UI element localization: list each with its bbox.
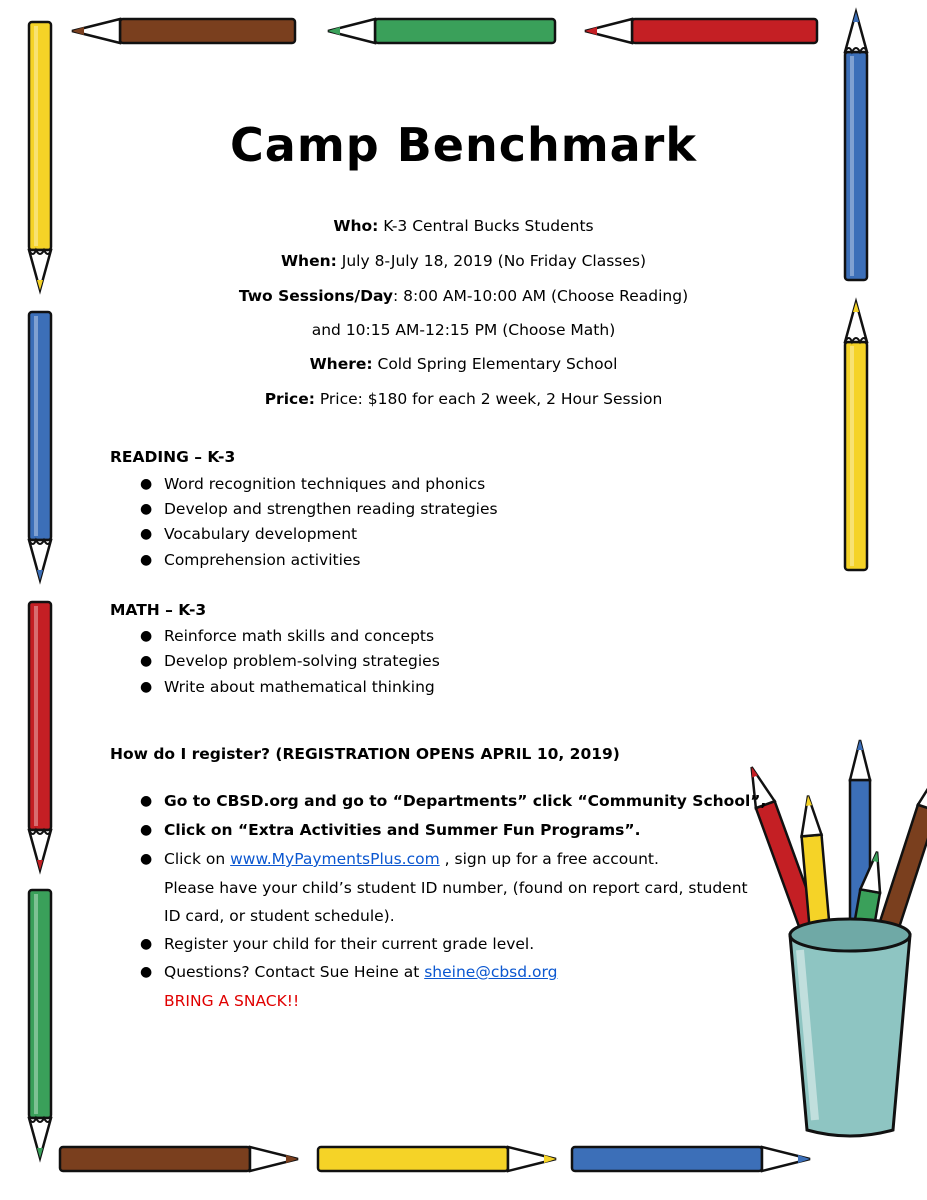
pencil-red-top [585,19,817,43]
pencil-yellow-bottom [318,1147,556,1171]
email-link[interactable]: sheine@cbsd.org [424,963,558,981]
step3-line3: ID card, or student schedule). [164,907,395,925]
bullet-icon: ● [140,476,153,492]
info-sessions-line2 [0,320,927,340]
bullet-icon: ● [140,501,153,517]
bullet-icon: ● [140,628,153,644]
pencil-green-top [328,19,555,43]
reading-heading: READING – K-3 [110,448,236,466]
mypaymentsplus-link[interactable]: www.MyPaymentsPlus.com [230,850,440,868]
snack-notice: BRING A SNACK!! [164,992,300,1010]
pencil-brown-top [72,19,295,43]
info-who [0,216,927,236]
bullet-icon: ● [140,936,153,952]
bullet-icon: ● [140,793,153,809]
bullet-icon: ● [140,851,153,867]
when-value: July 8-July 18, 2019 (No Friday Classes) [341,252,647,270]
page-title: Camp Benchmark [230,118,697,172]
pencil-blue-left [29,312,51,580]
pencil-yellow-right [845,302,867,570]
price-value: Price: $180 for each 2 week, 2 Hour Session [319,390,663,408]
register-heading: How do I register? (REGISTRATION OPENS APRIL 10, 2019) [110,745,620,763]
info-sessions [0,286,927,306]
who-label: Who: [333,217,379,235]
step3-suffix: , sign up for a free account. [444,850,659,868]
bullet-icon: ● [140,679,153,695]
where-label: Where: [309,355,373,373]
sessions-value: : 8:00 AM-10:00 AM (Choose Reading) [393,287,689,305]
pencil-red-left [29,602,51,870]
info-when [0,251,927,271]
info-where [0,354,927,374]
bullet-icon: ● [140,526,153,542]
bullet-icon: ● [140,552,153,568]
who-value: K-3 Central Bucks Students [383,217,594,235]
when-label: When: [280,252,337,270]
bullet-icon: ● [140,964,153,980]
pencil-green-left [29,890,51,1158]
bullet-icon: ● [140,653,153,669]
sessions-label: Two Sessions/Day [238,287,394,305]
pencil-blue-bottom [572,1147,810,1171]
step5-prefix: Questions? Contact Sue Heine at [164,963,420,981]
step3-prefix: Click on [164,850,226,868]
info-price [0,389,927,409]
pencil-cup-illustration [742,740,927,1136]
sessions-value-2: and 10:15 AM-12:15 PM (Choose Math) [311,321,616,339]
where-value: Cold Spring Elementary School [377,355,618,373]
step3-line2: Please have your child’s student ID number, (found on report card, student [164,879,748,897]
price-label: Price: [264,390,315,408]
pencil-brown-bottom [60,1147,298,1171]
bullet-icon: ● [140,822,153,838]
math-heading: MATH – K-3 [110,601,207,619]
